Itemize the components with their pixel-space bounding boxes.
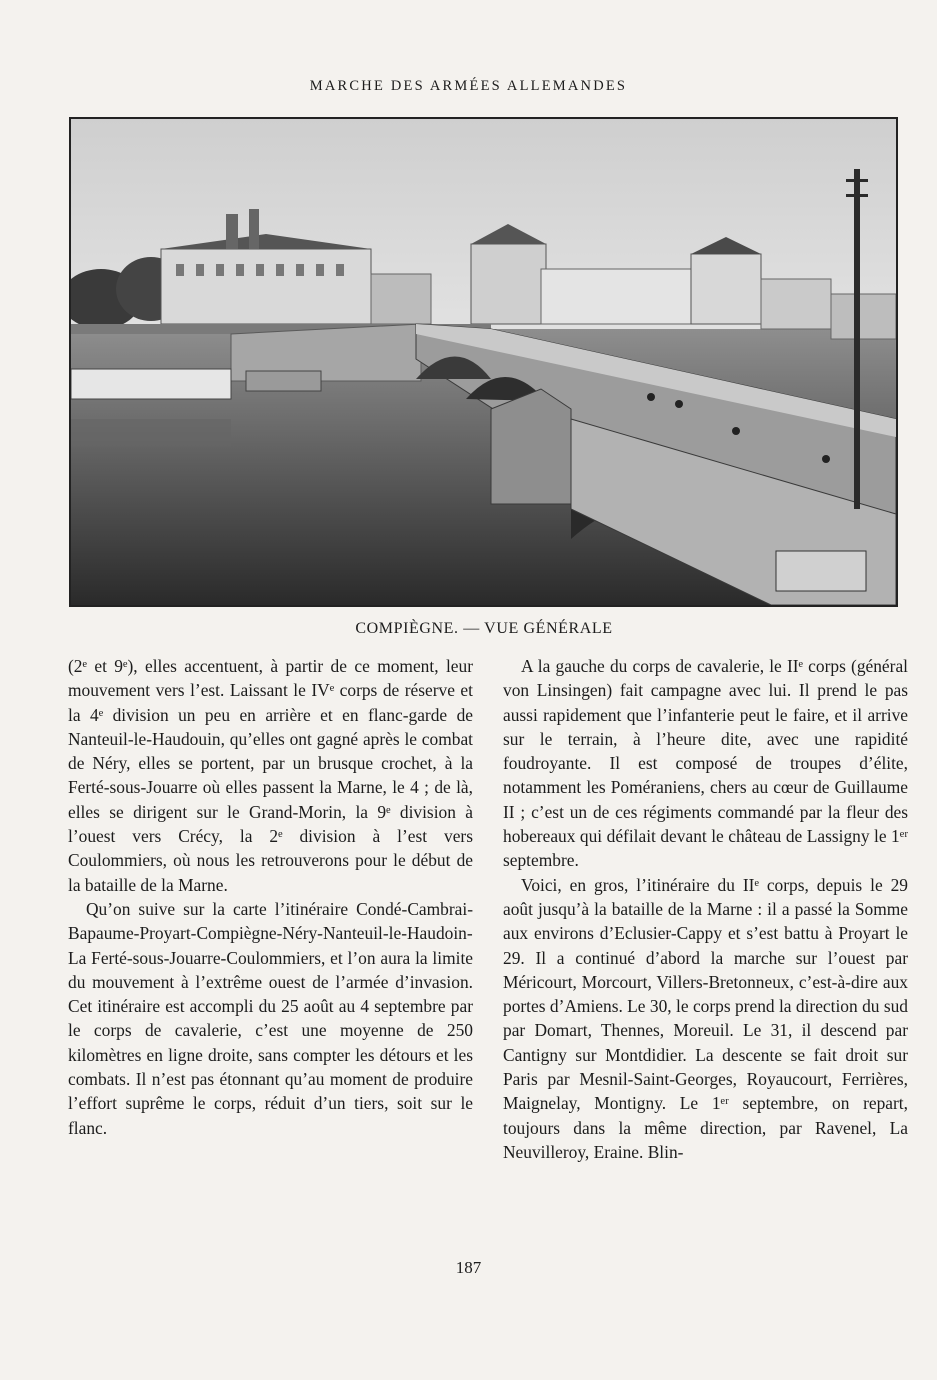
figure-caption: COMPIÈGNE. — VUE GÉNÉRALE [355, 620, 613, 637]
right-column [503, 654, 908, 1164]
left-column [68, 654, 473, 1140]
compiegne-photograph [69, 117, 898, 607]
right-paragraph-1: A la gauche du corps de cavalerie, le IIᵉ corps (général von Linsingen) fait campagne avec lui. Il prend le pas aussi rapidement que l’infanterie peut le faire, et il arrive sur le terrain, à l’heure dite, avec une rapidité foudroyante. Il est composé de troupes d’élite, notamment les Poméraniens, chers au cœur de Guillaume II ; c’est un de ces régiments commandé par la fleur des hobereaux qui défilait devant le château de Lassigny le 1ᵉʳ septembre. [503, 656, 908, 871]
left-paragraph-1: (2ᵉ et 9ᵉ), elles accentuent, à partir de ce moment, leur mouvement vers l’est. Laissant le IVᵉ corps de réserve et la 4ᵉ division un peu en arrière et en flanc-garde de Nanteuil-le-Haudouin, qu’elles ont gagné après le combat de Néry, elles se portent, par un brusque crochet, à la Ferté-sous-Jouarre où elles passent la Marne, le 4 ; de là, elles se dirigent sur le Grand-Morin, la 9ᵉ division à l’ouest vers Crécy, la 2ᵉ division à l’est vers Coulommiers, où nous les retrouverons pour le début de la bataille de la Marne. [68, 656, 473, 895]
left-paragraph-2: Qu’on suive sur la carte l’itinéraire Condé-Cambrai-Bapaume-Proyart-Compiègne-Néry-Nanteuil-le-Haudoin-La Ferté-sous-Jouarre-Coulommiers, et l’on aura la limite du mouvement à l’extrême ouest de l’armée d’invasion. Cet itinéraire est accompli du 25 août au 4 septembre par le corps de cavalerie, c’est une moyenne de 250 kilomètres en ligne droite, sans compter les détours et les combats. Il n’est pas étonnant qu’au moment de produire l’effort suprême le corps, réduit d’un tiers, soit sur le flanc. [68, 898, 473, 1138]
running-head: MARCHE DES ARMÉES ALLEMANDES [309, 78, 628, 94]
right-paragraph-2: Voici, en gros, l’itinéraire du IIᵉ corps, depuis le 29 août jusqu’à la bataille de la Marne : il a passé la Somme aux environs d’Eclusier-Cappy et s’est battu à Proyart le 29. Il a continué d’abord la marche sur l’ouest par Méricourt, Morcourt, Villers-Bretonneux, c’est-à-dire aux portes d’Amiens. Le 30, le corps prend la direction du sud par Domart, Thennes, Moreuil. Le 31, il descend par Cantigny sur Montdidier. La descente se fait droit sur Paris par Mesnil-Saint-Georges, Royaucourt, Ferrières, Maignelay, Montigny. Le 1ᵉʳ septembre, on repart, toujours dans la même direction, par Ravenel, La Neuvilleroy, Eraine. Blin- [503, 874, 908, 1162]
page-number: 187 [455, 1258, 482, 1277]
